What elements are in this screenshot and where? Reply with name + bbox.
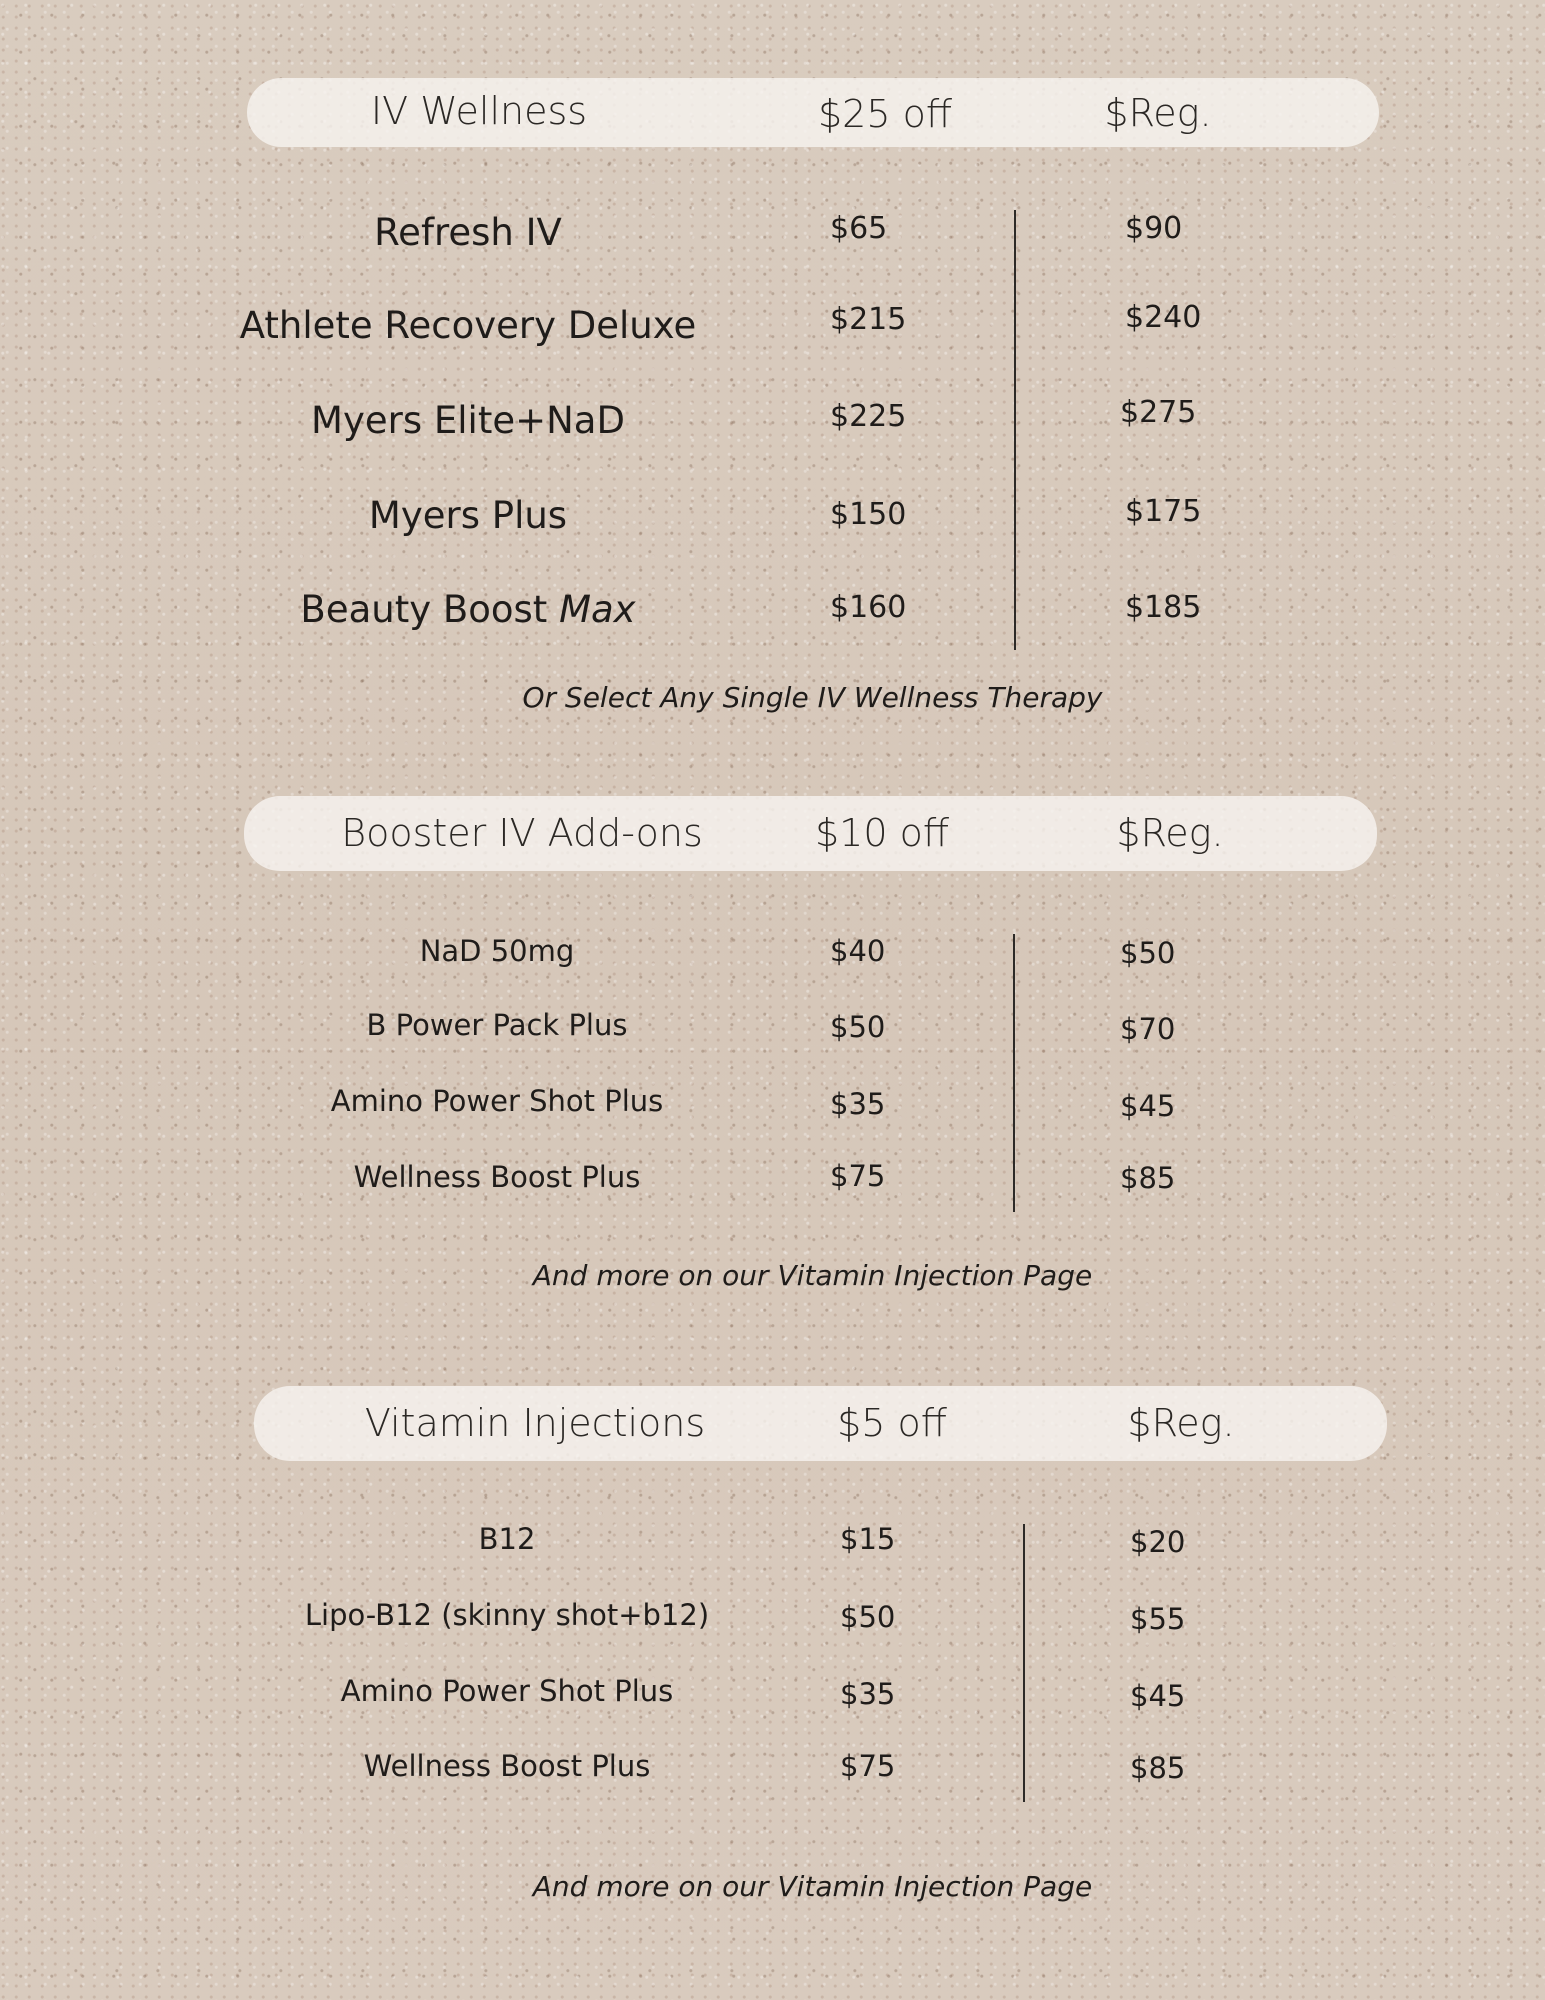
item-sale-price: $50	[830, 1010, 886, 1044]
discount-header: $5 off	[837, 1401, 947, 1445]
item-name: Wellness Boost Plus	[363, 1749, 651, 1783]
item-sale-price: $40	[830, 934, 886, 968]
item-regular-price: $55	[1130, 1602, 1186, 1636]
regular-price-header: $Reg.	[1127, 1401, 1235, 1445]
item-name: B Power Pack Plus	[366, 1008, 628, 1042]
discount-header: $10 off	[814, 811, 950, 855]
item-name: Refresh IV	[374, 211, 562, 254]
item-regular-price: $185	[1125, 590, 1202, 625]
section-note: Or Select Any Single IV Wellness Therapy	[522, 681, 1103, 714]
item-regular-price: $50	[1120, 936, 1176, 970]
item-name-text: Beauty Boost	[300, 588, 560, 631]
section-title: Booster IV Add-ons	[341, 811, 703, 855]
item-regular-price: $90	[1125, 211, 1183, 246]
item-name: Myers Plus	[368, 494, 568, 537]
regular-price-header: $Reg.	[1104, 91, 1212, 135]
item-sale-price: $225	[830, 399, 907, 434]
item-name: Myers Elite+NaD	[311, 399, 625, 442]
section-note: And more on our Vitamin Injection Page	[532, 1870, 1093, 1903]
item-sale-price: $35	[840, 1677, 896, 1711]
item-regular-price: $45	[1120, 1089, 1176, 1123]
item-regular-price: $240	[1125, 300, 1202, 335]
item-sale-price: $50	[840, 1600, 896, 1634]
item-name: Amino Power Shot Plus	[340, 1674, 674, 1708]
item-name: Athlete Recovery Deluxe	[239, 304, 697, 347]
item-sale-price: $75	[830, 1159, 886, 1193]
item-regular-price: $70	[1120, 1012, 1176, 1046]
price-column-divider	[1023, 1524, 1025, 1802]
item-name	[300, 588, 636, 631]
regular-price-header: $Reg.	[1116, 811, 1224, 855]
item-regular-price: $45	[1130, 1679, 1186, 1713]
item-sale-price: $160	[830, 590, 907, 625]
item-regular-price: $175	[1125, 494, 1202, 529]
item-regular-price: $20	[1130, 1525, 1186, 1559]
price-column-divider	[1014, 210, 1016, 650]
item-sale-price: $150	[830, 497, 907, 532]
item-name: Amino Power Shot Plus	[330, 1084, 664, 1118]
item-sale-price: $215	[830, 302, 907, 337]
section-title: Vitamin Injections	[364, 1401, 706, 1445]
item-regular-price: $85	[1120, 1161, 1176, 1195]
item-sale-price: $75	[840, 1749, 896, 1783]
item-regular-price: $85	[1130, 1751, 1186, 1785]
item-regular-price: $275	[1120, 395, 1197, 430]
section-note: And more on our Vitamin Injection Page	[532, 1259, 1093, 1292]
item-name: Lipo-B12 (skinny shot+b12)	[304, 1598, 710, 1632]
discount-header: $25 off	[817, 92, 953, 136]
item-name: B12	[478, 1522, 536, 1556]
item-name: NaD 50mg	[419, 934, 575, 968]
item-sale-price: $15	[840, 1522, 896, 1556]
item-sale-price: $35	[830, 1087, 886, 1121]
item-name-italic-suffix: Max	[559, 588, 636, 631]
item-name: Wellness Boost Plus	[353, 1160, 641, 1194]
item-sale-price: $65	[830, 211, 888, 246]
price-column-divider	[1013, 934, 1015, 1212]
section-title: IV Wellness	[370, 89, 588, 133]
